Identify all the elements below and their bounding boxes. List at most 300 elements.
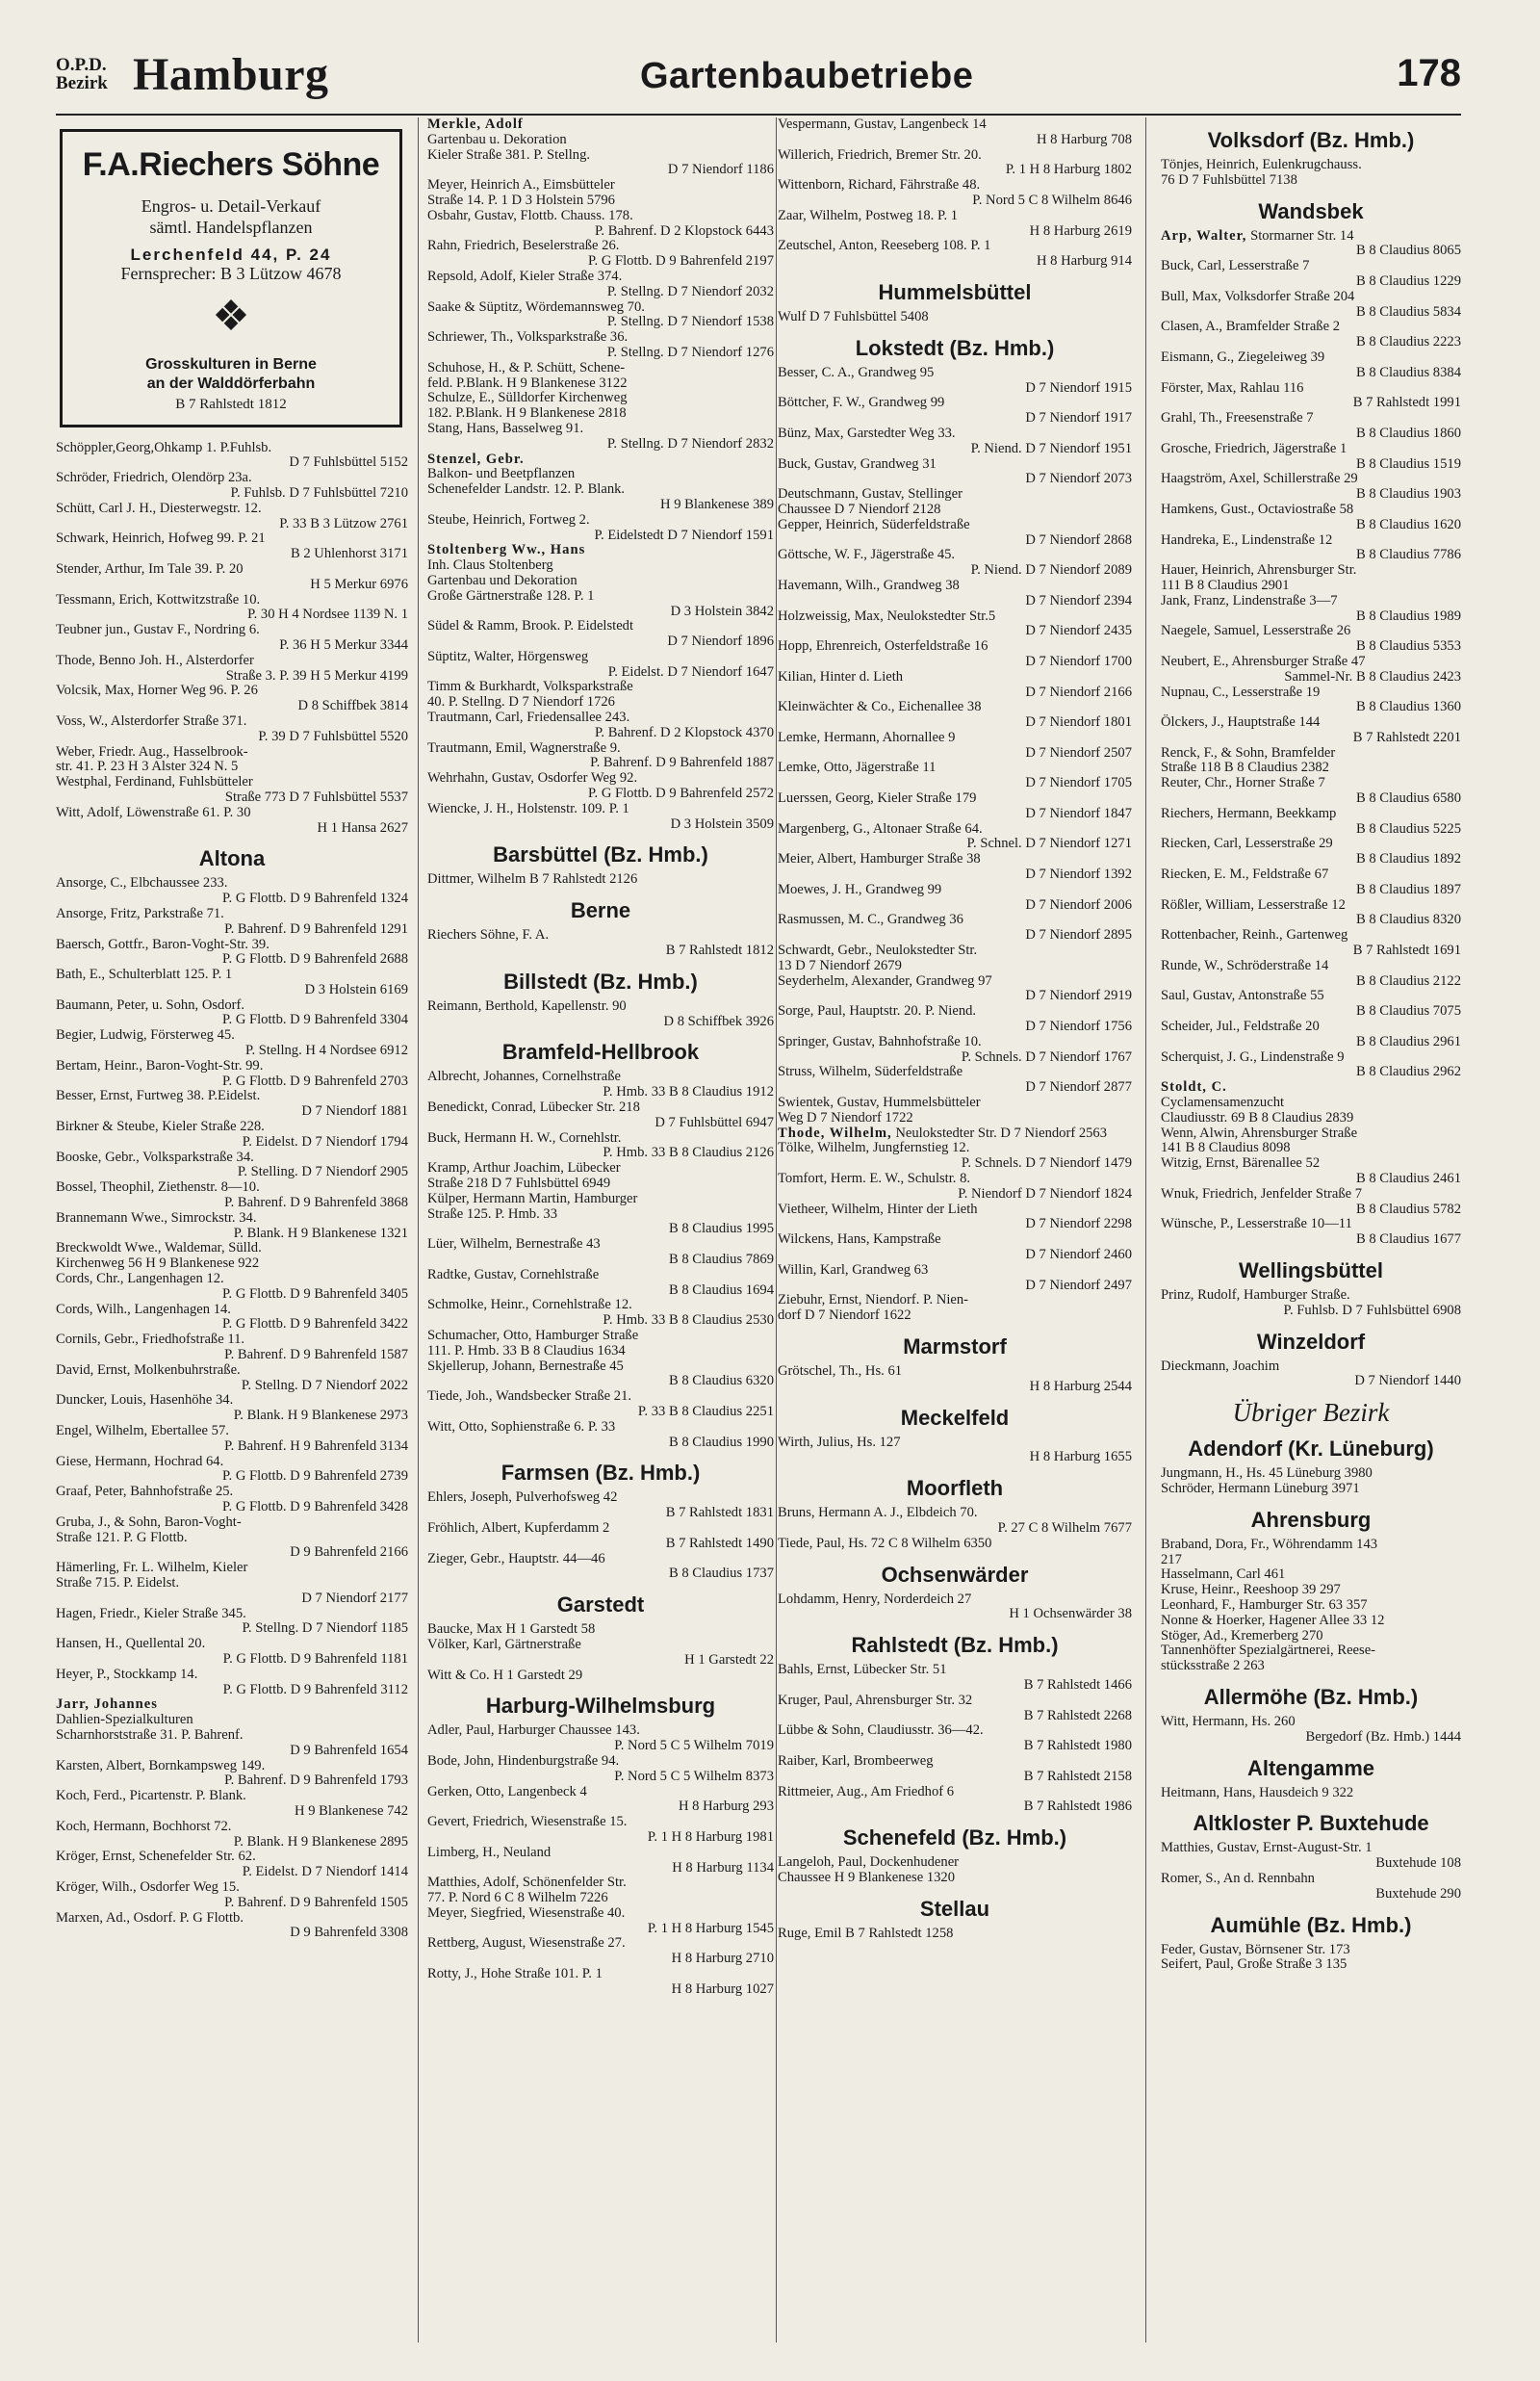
entry-phone: D 8 Schiffbek 3814	[297, 698, 408, 714]
entry-line: Renck, F., & Sohn, Bramfelder	[1161, 744, 1336, 761]
entry-line: Birkner & Steube, Kieler Straße 228.	[56, 1119, 265, 1135]
entry-phone: P. Eidelst. D 7 Niendorf 1414	[242, 1864, 408, 1880]
entry-line: Seyderhelm, Alexander, Grandweg 97	[778, 972, 992, 989]
entry-phone: D 7 Niendorf 1896	[667, 634, 774, 650]
directory-entry	[56, 1561, 408, 1606]
entry-line: Duncker, Louis, Hasenhöhe 34.	[56, 1392, 234, 1409]
entry-line: Dittmer, Wilhelm B 7 Rahlstedt 2126	[427, 871, 638, 888]
directory-entry	[427, 1192, 774, 1237]
entry-phone: Buxtehude 108	[1375, 1855, 1461, 1872]
entry-line: Hasselmann, Carl 461	[1161, 1566, 1286, 1583]
entry-phone: P. Niend. D 7 Niendorf 2089	[970, 562, 1132, 579]
entry-line: Hagen, Friedr., Kieler Straße 345.	[56, 1605, 246, 1621]
directory-entry	[56, 654, 408, 685]
place-heading: Wellingsbüttel	[1239, 1257, 1383, 1282]
entry-phone: B 8 Claudius 1995	[668, 1221, 774, 1237]
directory-entry	[778, 1723, 1132, 1754]
directory-entry	[427, 1237, 774, 1268]
directory-entry	[778, 791, 1132, 822]
entry-line: Wenn, Alwin, Ahrensburger Straße	[1161, 1125, 1358, 1141]
directory-entry	[1161, 229, 1461, 260]
entry-line: Scheider, Jul., Feldstraße 20	[1161, 1019, 1320, 1035]
entry-line: Inh. Claus Stoltenberg	[427, 557, 553, 574]
entry-line: Grötschel, Th., Hs. 61	[778, 1362, 903, 1379]
entry-phone: P. 33 B 8 Claudius 2251	[637, 1403, 774, 1419]
directory-entry	[778, 1694, 1132, 1724]
entry-line: Eismann, G., Ziegeleiweg 39	[1161, 349, 1325, 365]
entry-line: Langeloh, Paul, Dockenhudener	[778, 1854, 960, 1871]
entry-phone: P. Stellng. D 7 Niendorf 2022	[241, 1377, 408, 1393]
entry-line: Raiber, Karl, Brombeerweg	[778, 1752, 934, 1769]
entry-phone: D 7 Niendorf 1756	[1025, 1019, 1132, 1035]
entry-line: Bode, John, Hindenburgstraße 94.	[427, 1752, 620, 1769]
entry-line: Wilckens, Hans, Kampstraße	[778, 1231, 941, 1248]
entry-phone: D 8 Schiffbek 3926	[663, 1013, 774, 1029]
directory-entry	[427, 178, 774, 209]
entry-line: Weg D 7 Niendorf 1722	[778, 1109, 913, 1126]
directory-entry	[427, 1389, 774, 1420]
directory-entry	[1161, 1872, 1461, 1902]
entry-line: Volcsik, Max, Horner Weg 96. P. 26	[56, 683, 258, 699]
entry-line: Heyer, P., Stockkamp 14.	[56, 1666, 198, 1682]
entry-line: Rößler, William, Lesserstraße 12	[1161, 896, 1346, 913]
entry-line: Cornils, Gebr., Friedhofstraße 11.	[56, 1332, 245, 1348]
entry-phone: D 7 Niendorf 1700	[1025, 653, 1132, 669]
entry-phone: D 7 Niendorf 2006	[1025, 896, 1132, 913]
ad-company-name: F.A.Riechers Söhne	[82, 146, 380, 183]
entry-line: Baersch, Gottfr., Baron-Voght-Str. 39.	[56, 936, 270, 952]
directory-entry	[1161, 320, 1461, 350]
entry-line: Tölke, Wilhelm, Jungfernstieg 12.	[778, 1140, 970, 1156]
entry-line: 217	[1161, 1551, 1182, 1567]
entry-line: Buck, Carl, Lesserstraße 7	[1161, 258, 1310, 274]
directory-entry	[778, 1004, 1132, 1035]
entry-line: 13 D 7 Niendorf 2679	[778, 957, 902, 973]
entry-phone: P. Schnels. D 7 Niendorf 1479	[961, 1155, 1132, 1172]
entry-phone: P. 30 H 4 Nordsee 1139 N. 1	[247, 607, 408, 623]
directory-entry	[1161, 411, 1461, 442]
entry-line: Meyer, Heinrich A., Eimsbütteler	[427, 177, 615, 194]
directory-entry	[778, 1293, 1132, 1324]
column-1	[56, 117, 408, 2342]
entry-phone: P. Bahrenf. D 2 Klopstock 4370	[594, 724, 774, 740]
directory-entry	[778, 1035, 1132, 1066]
directory-entry	[1161, 1050, 1461, 1081]
directory-entry	[778, 1663, 1132, 1694]
entry-phone: D 7 Niendorf 2895	[1025, 927, 1132, 944]
directory-entry	[427, 680, 774, 711]
directory-entry	[1161, 807, 1461, 838]
directory-entry	[1161, 1217, 1461, 1248]
entry-line: Osbahr, Gustav, Flottb. Chauss. 178.	[427, 207, 633, 223]
entry-phone: P. G Flottb. D 9 Bahrenfeld 2572	[588, 786, 774, 802]
district-label	[56, 56, 108, 92]
entry-name-bold: Merkle, Adolf	[427, 117, 524, 132]
entry-line: Springer, Gustav, Bahnhofstraße 10.	[778, 1033, 982, 1049]
entry-phone: P. Hmb. 33 B 8 Claudius 1912	[603, 1084, 774, 1100]
entry-line: Luerssen, Georg, Kieler Straße 179	[778, 790, 977, 807]
entry-line: Hopp, Ehrenreich, Osterfeldstraße 16	[778, 638, 988, 655]
entry-line: Thode, Benno Joh. H., Alsterdorfer	[56, 652, 254, 668]
entry-line: Göttsche, W. F., Jägerstraße 45.	[778, 547, 956, 563]
entry-line: Wittenborn, Richard, Fährstraße 48.	[778, 177, 981, 194]
entry-line: 40. P. Stellng. D 7 Niendorf 1726	[427, 694, 615, 711]
directory-entry	[427, 1785, 774, 1816]
entry-phone: B 8 Claudius 1903	[1355, 486, 1461, 503]
entry-line: Vespermann, Gustav, Langenbeck 14	[778, 117, 987, 132]
entry-line: Wünsche, P., Lesserstraße 10—11	[1161, 1216, 1352, 1232]
directory-entry	[427, 1161, 774, 1192]
entry-phone: P. Bahrenf. D 2 Klopstock 6443	[594, 222, 774, 239]
entry-phone: P. Stelling. D 7 Niendorf 2905	[237, 1164, 408, 1180]
entry-line: Gepper, Heinrich, Süderfeldstraße	[778, 516, 970, 532]
entry-line: Riecken, E. M., Feldstraße 67	[1161, 867, 1329, 883]
entry-line: Teubner jun., Gustav F., Nordring 6.	[56, 622, 260, 638]
directory-entry	[427, 1100, 774, 1131]
entry-line: Gartenbau u. Dekoration	[427, 131, 567, 147]
directory-entry	[778, 1364, 1132, 1395]
directory-entry	[56, 441, 408, 472]
entry-line: Jank, Franz, Lindenstraße 3—7	[1161, 592, 1338, 608]
entry-line: Buck, Gustav, Grandweg 31	[778, 455, 937, 472]
entry-phone: P. G Flottb. D 9 Bahrenfeld 3428	[222, 1498, 408, 1514]
entry-phone: P. 27 C 8 Wilhelm 7677	[997, 1519, 1132, 1536]
ad-line: sämtl. Handelspflanzen	[149, 218, 313, 237]
entry-phone: Straße 773 D 7 Fuhlsbüttel 5537	[224, 789, 408, 805]
place-heading: Rahlstedt (Bz. Hmb.)	[851, 1633, 1059, 1658]
directory-entry	[778, 761, 1132, 791]
entry-line: Scherquist, J. G., Lindenstraße 9	[1161, 1048, 1345, 1065]
directory-entry	[778, 1203, 1132, 1233]
directory-entry	[1161, 1080, 1461, 1126]
directory-entry	[778, 609, 1132, 640]
entry-phone: D 7 Niendorf 1801	[1025, 714, 1132, 731]
directory-entry	[56, 531, 408, 562]
entry-phone: D 7 Niendorf 2868	[1025, 531, 1132, 548]
directory-entry	[427, 453, 774, 513]
entry-line: Handreka, E., Lindenstraße 12	[1161, 531, 1333, 548]
entry-phone: B 8 Claudius 2223	[1355, 334, 1461, 350]
directory-entry	[56, 745, 408, 776]
directory-entry	[427, 771, 774, 802]
directory-entry	[56, 775, 408, 806]
directory-entry	[427, 1070, 774, 1100]
directory-entry	[56, 1272, 408, 1303]
place-heading: Moorfleth	[906, 1476, 1004, 1501]
entry-line: Sorge, Paul, Hauptstr. 20. P. Niend.	[778, 1003, 977, 1020]
city-title: Hamburg	[133, 49, 329, 100]
entry-phone: H 8 Harburg 1134	[672, 1859, 774, 1876]
entry-line: Dahlien-Spezialkulturen	[56, 1712, 193, 1728]
entry-line: Graaf, Peter, Bahnhofstraße 25.	[56, 1484, 234, 1500]
entry-line: Gruba, J., & Sohn, Baron-Voght-	[56, 1514, 242, 1530]
entry-line: Marxen, Ad., Osdorf. P. G Flottb.	[56, 1909, 244, 1926]
ad-slogan: an der Walddörferbahn	[146, 375, 316, 392]
entry-line: Kruse, Heinr., Reeshoop 39 297	[1161, 1582, 1341, 1598]
entry-line: Kröger, Wilh., Osdorfer Weg 15.	[56, 1878, 240, 1895]
entry-phone: P. 1 H 8 Harburg 1802	[1005, 162, 1132, 178]
entry-phone: D 7 Niendorf 2460	[1025, 1246, 1132, 1262]
entry-phone: P. G Flottb. D 9 Bahrenfeld 2197	[588, 253, 774, 270]
directory-entry	[1161, 1643, 1461, 1674]
entry-phone: B 2 Uhlenhorst 3171	[290, 546, 408, 562]
directory-entry	[778, 1855, 1132, 1886]
directory-entry	[56, 1393, 408, 1424]
entry-line: Tiede, Joh., Wandsbecker Straße 21.	[427, 1388, 632, 1405]
advertisement-box	[60, 129, 402, 427]
directory-entry	[427, 1876, 774, 1906]
directory-entry	[427, 300, 774, 331]
entry-line: Straße 218 D 7 Fuhlsbüttel 6949	[427, 1176, 611, 1192]
directory-entry	[427, 872, 774, 888]
entry-phone: P. G Flottb. D 9 Bahrenfeld 2688	[222, 951, 408, 968]
entry-line: Schröder, Friedrich, Olendörp 23a.	[56, 470, 252, 486]
entry-line: Kilian, Hinter d. Lieth	[778, 668, 904, 685]
entry-line: Koch, Ferd., Picartenstr. P. Blank.	[56, 1788, 246, 1804]
entry-line: Kirchenweg 56 H 9 Blankenese 922	[56, 1255, 260, 1272]
entry-line: Stang, Hans, Basselweg 91.	[427, 420, 584, 436]
directory-entry	[427, 1723, 774, 1754]
place-heading: Adendorf (Kr. Lüneburg)	[1188, 1436, 1434, 1462]
entry-line: Seifert, Paul, Große Straße 3 135	[1161, 1956, 1348, 1973]
directory-entry	[56, 1424, 408, 1455]
entry-phone: D 7 Niendorf 2507	[1025, 744, 1132, 761]
directory-entry	[56, 623, 408, 654]
entry-line: Külper, Hermann Martin, Hamburger	[427, 1190, 638, 1206]
directory-entry	[56, 1637, 408, 1668]
entry-phone: B 7 Rahlstedt 1812	[665, 943, 774, 959]
directory-entry	[427, 239, 774, 270]
entry-line: Limberg, H., Neuland	[427, 1844, 552, 1860]
entry-line: Neubert, E., Ahrensburger Straße 47	[1161, 653, 1366, 669]
directory-entry	[427, 1420, 774, 1451]
entry-line: Lohdamm, Henry, Norderdeich 27	[778, 1591, 972, 1607]
ad-slogan: Grosskulturen in Berne	[145, 355, 317, 373]
directory-entry	[778, 1754, 1132, 1785]
entry-line: Kleinwächter & Co., Eichenallee 38	[778, 699, 982, 715]
directory-entry	[56, 1303, 408, 1333]
entry-line: 76 D 7 Fuhlsbüttel 7138	[1161, 171, 1297, 188]
place-heading: Wandsbek	[1258, 198, 1364, 223]
entry-phone: D 7 Niendorf 2394	[1025, 592, 1132, 608]
directory-entry	[778, 209, 1132, 240]
directory-entry	[1161, 472, 1461, 503]
ad-address: Lerchenfeld 44, P. 24	[130, 246, 332, 264]
entry-line: Lüer, Wilhelm, Bernestraße 43	[427, 1236, 601, 1253]
directory-entry	[1161, 1567, 1461, 1583]
directory-entry	[778, 117, 1132, 148]
entry-line: stücksstraße 2 263	[1161, 1658, 1265, 1674]
entry-line: Straße 118 B 8 Claudius 2382	[1161, 760, 1329, 776]
directory-entry	[1161, 1841, 1461, 1872]
entry-phone: P. 33 B 3 Lützow 2761	[279, 515, 408, 531]
entry-phone: P. Bahrenf. D 9 Bahrenfeld 1793	[224, 1773, 408, 1789]
entry-phone: B 8 Claudius 7786	[1355, 547, 1461, 563]
entry-line: Straße 715. P. Eidelst.	[56, 1574, 180, 1591]
entry-line: Riechers Söhne, F. A.	[427, 927, 550, 944]
place-heading: Übriger Bezirk	[1232, 1398, 1390, 1428]
entry-line: Schumacher, Otto, Hamburger Straße	[427, 1327, 639, 1343]
directory-entry	[56, 968, 408, 998]
entry-phone: D 7 Niendorf 1847	[1025, 805, 1132, 821]
directory-entry	[56, 876, 408, 907]
header-rule	[56, 114, 1461, 116]
directory-entry	[778, 487, 1132, 518]
entry-line: Kruger, Paul, Ahrensburger Str. 32	[778, 1692, 973, 1708]
entry-line: Gartenbau und Dekoration	[427, 572, 578, 588]
entry-phone: P. Fuhlsb. D 7 Fuhlsbüttel 6908	[1283, 1302, 1461, 1318]
directory-entry	[1161, 1583, 1461, 1598]
entry-phone: P. Bahrenf. D 9 Bahrenfeld 3868	[224, 1195, 408, 1211]
entry-line: Saake & Süptitz, Wördemannsweg 70.	[427, 298, 645, 315]
directory-entry	[778, 974, 1132, 1005]
directory-entry	[1161, 1126, 1461, 1157]
directory-entry	[427, 117, 774, 178]
directory-entry	[778, 548, 1132, 579]
entry-line: Straße 121. P. G Flottb.	[56, 1529, 188, 1545]
directory-entry	[778, 944, 1132, 974]
entry-phone: B 8 Claudius 2962	[1355, 1064, 1461, 1080]
entry-line: Adler, Paul, Harburger Chaussee 143.	[427, 1722, 640, 1739]
entry-phone: P. Bahrenf. D 9 Bahrenfeld 1587	[224, 1347, 408, 1363]
place-heading: Billstedt (Bz. Hmb.)	[503, 969, 698, 994]
entry-line: Wiencke, J. H., Holstenstr. 109. P. 1	[427, 800, 629, 816]
entry-line: Repsold, Adolf, Kieler Straße 374.	[427, 268, 623, 284]
place-heading: Garstedt	[556, 1592, 645, 1618]
entry-line: Lemke, Otto, Jägerstraße 11	[778, 760, 937, 776]
directory-entry	[778, 396, 1132, 427]
directory-entry	[427, 999, 774, 1030]
entry-phone: B 7 Rahlstedt 2201	[1352, 729, 1461, 745]
directory-entry	[1161, 898, 1461, 929]
place-heading: Hummelsbüttel	[878, 279, 1032, 304]
entry-line: Steube, Heinrich, Fortweg 2.	[427, 511, 590, 528]
directory-entry	[56, 1211, 408, 1242]
column-divider	[776, 117, 777, 2342]
ornament-icon: ❖	[212, 292, 250, 340]
directory-entry	[1161, 503, 1461, 533]
directory-entry	[1161, 1187, 1461, 1218]
entry-phone: P. Schnel. D 7 Niendorf 1271	[966, 836, 1132, 852]
entry-line: Heitmann, Hans, Hausdeich 9 322	[1161, 1784, 1354, 1800]
entry-line: Weber, Friedr. Aug., Hasselbrook-	[56, 743, 248, 760]
directory-entry	[1161, 746, 1461, 777]
entry-phone: B 8 Claudius 6320	[668, 1373, 774, 1389]
entry-phone: P. Blank. H 9 Blankenese 1321	[233, 1225, 408, 1241]
entry-line: Neulokstedter Str. D 7 Niendorf 2563	[895, 1125, 1108, 1141]
entry-line: Holzweissig, Max, Neulokstedter Str.5	[778, 608, 996, 624]
directory-entry	[778, 700, 1132, 731]
entry-line: str. 41. P. 23 H 3 Alster 324 N. 5	[56, 759, 239, 775]
entry-line: Rettberg, August, Wiesenstraße 27.	[427, 1935, 626, 1952]
directory-entry	[56, 1789, 408, 1820]
directory-entry	[778, 822, 1132, 853]
entry-line: Giese, Hermann, Hochrad 64.	[56, 1453, 224, 1469]
entry-phone: B 8 Claudius 2961	[1355, 1033, 1461, 1049]
entry-line: Cyclamensamenzucht	[1161, 1095, 1285, 1111]
directory-entry	[778, 1065, 1132, 1096]
entry-line: Gerken, Otto, Langenbeck 4	[427, 1783, 587, 1799]
entry-line: Tomfort, Herm. E. W., Schulstr. 8.	[778, 1171, 971, 1186]
entry-line: Clasen, A., Bramfelder Straße 2	[1161, 319, 1341, 335]
place-heading: Ochsenwärder	[881, 1562, 1029, 1587]
place-heading: Allermöhe (Bz. Hmb.)	[1203, 1684, 1419, 1709]
entry-line: feld. P.Blank. H 9 Blankenese 3122	[427, 375, 628, 391]
directory-entry	[778, 1506, 1132, 1537]
entry-phone: P. Bahrenf. H 9 Bahrenfeld 3134	[224, 1437, 408, 1454]
directory-entry	[778, 1232, 1132, 1263]
district-label-line2: Bezirk	[56, 73, 108, 93]
entry-phone: P. G Flottb. D 9 Bahrenfeld 2739	[222, 1468, 408, 1485]
directory-entry	[778, 852, 1132, 883]
directory-entry	[427, 1552, 774, 1583]
entry-phone: B 8 Claudius 5782	[1355, 1201, 1461, 1217]
directory-entry	[56, 1028, 408, 1059]
directory-entry	[778, 1096, 1132, 1126]
entry-line: Nonne & Hoerker, Hagener Allee 33 12	[1161, 1612, 1385, 1628]
directory-entry	[56, 1607, 408, 1638]
entry-line: Tiede, Paul, Hs. 72 C 8 Wilhelm 6350	[778, 1535, 992, 1551]
entry-phone: D 7 Niendorf 2877	[1025, 1079, 1132, 1096]
directory-entry	[778, 457, 1132, 488]
entry-line: Schwark, Heinrich, Hofweg 99. P. 21	[56, 531, 266, 547]
entry-phone: D 7 Niendorf 2073	[1025, 471, 1132, 487]
entry-line: 111. P. Hmb. 33 B 8 Claudius 1634	[427, 1342, 626, 1359]
section-title: Gartenbaubetriebe	[640, 56, 974, 96]
entry-line: Schütt, Carl J. H., Diesterwegstr. 12.	[56, 500, 262, 516]
entry-line: David, Ernst, Molkenbuhrstraße.	[56, 1361, 241, 1378]
entry-line: Jungmann, H., Hs. 45 Lüneburg 3980	[1161, 1465, 1373, 1482]
entry-line: Claudiusstr. 69 B 8 Claudius 2839	[1161, 1109, 1354, 1126]
entry-line: Fröhlich, Albert, Kupferdamm 2	[427, 1519, 610, 1536]
entry-line: Tessmann, Erich, Kottwitzstraße 10.	[56, 591, 261, 608]
entry-line: Willerich, Friedrich, Bremer Str. 20.	[778, 146, 982, 163]
entry-line: Chaussee D 7 Niendorf 2128	[778, 501, 941, 517]
directory-entry	[1161, 1598, 1461, 1614]
place-heading: Altengamme	[1246, 1755, 1375, 1780]
entry-phone: P. G Flottb. D 9 Bahrenfeld 3304	[222, 1012, 408, 1028]
column-2	[427, 117, 774, 2342]
directory-entry	[1161, 655, 1461, 686]
directory-entry	[778, 1172, 1132, 1203]
entry-phone: B 7 Rahlstedt 2158	[1023, 1768, 1132, 1784]
entry-line: Bull, Max, Volksdorfer Straße 204	[1161, 288, 1355, 304]
directory-entry	[56, 1455, 408, 1486]
entry-line: Bath, E., Schulterblatt 125. P. 1	[56, 967, 233, 983]
entry-phone: D 7 Niendorf 1881	[301, 1103, 408, 1120]
entry-phone: P. Stellng. D 7 Niendorf 1276	[606, 344, 774, 360]
directory-entry	[427, 711, 774, 741]
entry-phone: P. 1 H 8 Harburg 1545	[647, 1920, 774, 1936]
directory-entry	[778, 1592, 1132, 1623]
directory-entry	[56, 714, 408, 745]
entry-line: Dieckmann, Joachim	[1161, 1358, 1280, 1374]
entry-line: Schriewer, Th., Volksparkstraße 36.	[427, 329, 629, 346]
directory-entry	[427, 1490, 774, 1521]
entry-line: Tannenhöfter Spezialgärtnerei, Reese-	[1161, 1643, 1376, 1659]
entry-line: Zieger, Gebr., Hauptstr. 44—46	[427, 1550, 605, 1566]
directory-entry	[427, 1906, 774, 1937]
entry-name-bold: Stenzel, Gebr.	[427, 451, 525, 467]
entry-phone: B 8 Claudius 1989	[1355, 608, 1461, 624]
directory-entry	[778, 239, 1132, 270]
entry-phone: B 8 Claudius 8384	[1355, 364, 1461, 380]
entry-phone: P. Nord 5 C 5 Wilhelm 7019	[614, 1738, 774, 1754]
entry-phone: B 8 Claudius 7075	[1355, 1003, 1461, 1020]
entry-line: Skjellerup, Johann, Bernestraße 45	[427, 1358, 624, 1374]
entry-phone: B 8 Claudius 1892	[1355, 851, 1461, 867]
directory-entry	[1161, 1482, 1461, 1497]
